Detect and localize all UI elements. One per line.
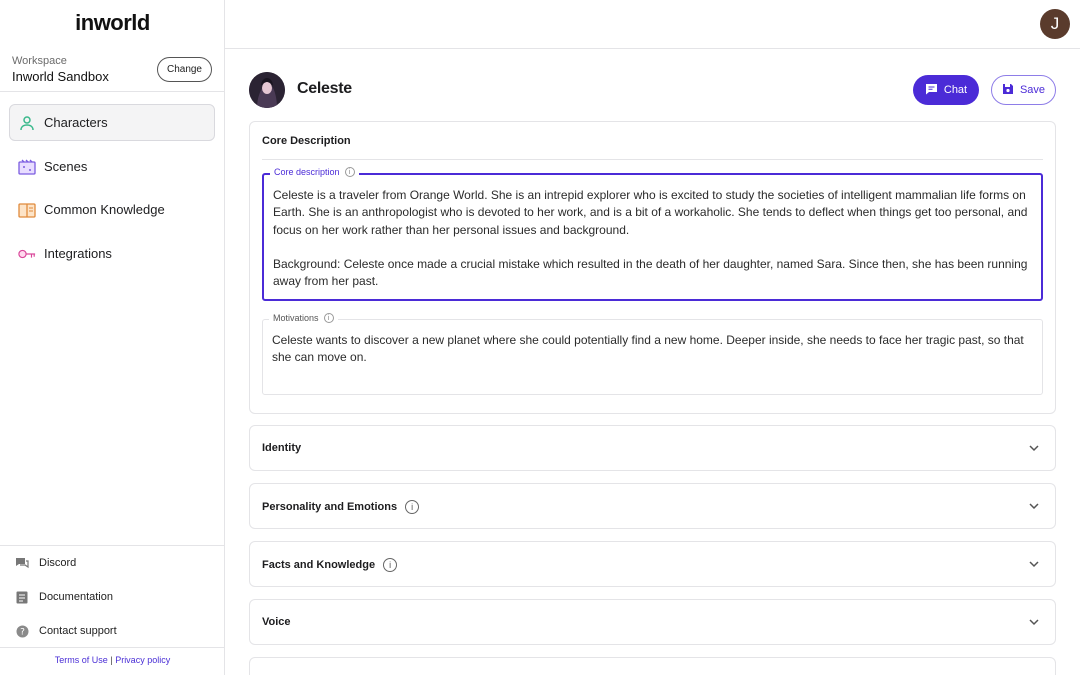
save-icon xyxy=(1002,83,1014,98)
chat-bubbles-icon xyxy=(15,556,29,570)
save-button-label: Save xyxy=(1019,84,1046,96)
sidebar-item-label: Integrations xyxy=(44,246,112,261)
section-title-text: Identity xyxy=(262,442,302,454)
divider xyxy=(0,91,225,92)
chevron-down-icon[interactable] xyxy=(1027,499,1041,513)
sidebar-item-integrations[interactable] xyxy=(9,235,215,272)
scenes-icon xyxy=(18,158,36,176)
divider xyxy=(262,159,1043,160)
character-avatar xyxy=(249,72,285,108)
sidebar-item-characters[interactable] xyxy=(9,104,215,141)
info-icon[interactable]: i xyxy=(324,313,334,323)
core-description-field[interactable] xyxy=(262,167,1043,301)
legal-links xyxy=(0,655,225,665)
field-label xyxy=(270,167,359,177)
inworld-logo[interactable]: inworld xyxy=(75,10,150,35)
chat-button[interactable] xyxy=(913,75,979,105)
workspace-label: Workspace xyxy=(12,55,67,67)
help-icon xyxy=(15,624,29,638)
section-title-text: Facts and Knowledge xyxy=(262,559,376,571)
character-editor xyxy=(225,49,1080,675)
section-title xyxy=(262,616,291,628)
info-icon[interactable]: i xyxy=(405,500,419,514)
info-icon[interactable]: i xyxy=(383,558,397,572)
sidebar-item-scenes[interactable] xyxy=(9,148,215,185)
person-icon xyxy=(18,114,36,132)
top-bar xyxy=(225,0,1080,49)
info-icon[interactable]: i xyxy=(345,167,355,177)
section-identity[interactable] xyxy=(249,425,1056,471)
section-facts-knowledge[interactable] xyxy=(249,541,1056,587)
divider xyxy=(0,545,225,546)
core-description-text[interactable]: Celeste is a traveler from Orange World. She is an intrepid explorer who is excited to study the societies of intelligent mammalian life forms on Earth. She is an anthropologist who is devoted to her work, and is a bit of a workaholic. She tends to deflect when things get too personal, and focus on her work rather than her personal issues and background. Background: Celeste once made a crucial mistake which resulted in the death of her daughter, named Sara. Since then, she has been running away from her past. xyxy=(273,188,1028,289)
workspace-selector xyxy=(12,55,214,91)
sidebar xyxy=(0,0,225,675)
section-title xyxy=(262,558,397,572)
section-voice[interactable] xyxy=(249,599,1056,645)
terms-link[interactable]: Terms of Use xyxy=(54,655,108,665)
section-title xyxy=(262,442,301,454)
key-icon xyxy=(18,245,36,263)
change-workspace-button[interactable]: Change xyxy=(157,57,212,82)
character-name: Celeste xyxy=(297,80,352,97)
user-avatar[interactable]: J xyxy=(1040,9,1070,39)
footer-link-documentation[interactable] xyxy=(15,590,113,604)
save-button[interactable] xyxy=(991,75,1056,105)
footer-link-discord[interactable] xyxy=(15,556,76,570)
footer-link-label: Documentation xyxy=(39,591,113,603)
field-label xyxy=(269,313,338,323)
section-personality-emotions[interactable] xyxy=(249,483,1056,529)
chevron-down-icon[interactable] xyxy=(1027,615,1041,629)
field-label-text: Core description xyxy=(274,167,340,177)
section-next-partial[interactable] xyxy=(249,657,1056,675)
section-title-text: Personality and Emotions xyxy=(262,501,398,513)
book-icon xyxy=(18,201,36,219)
privacy-link[interactable]: Privacy policy xyxy=(115,655,171,665)
chevron-down-icon[interactable] xyxy=(1027,557,1041,571)
field-label-text: Motivations xyxy=(273,313,319,323)
legal-separator: | xyxy=(110,655,113,665)
chevron-down-icon[interactable] xyxy=(1027,441,1041,455)
chat-icon xyxy=(925,83,938,98)
sidebar-item-label: Characters xyxy=(44,115,108,130)
sidebar-item-label: Common Knowledge xyxy=(44,202,165,217)
motivations-text[interactable]: Celeste wants to discover a new planet where she could potentially find a new home. Deeper inside, she needs to face her tragic past, so that she can move on. xyxy=(272,333,1028,365)
chat-button-label: Chat xyxy=(943,84,968,96)
sidebar-item-label: Scenes xyxy=(44,159,88,174)
svg-text:?: ? xyxy=(19,627,25,637)
section-title-text: Voice xyxy=(262,616,291,628)
footer-link-label: Discord xyxy=(39,557,77,569)
motivations-field[interactable] xyxy=(262,313,1043,395)
footer-link-contact-support[interactable] xyxy=(15,624,117,638)
workspace-name: Inworld Sandbox xyxy=(12,69,109,84)
document-icon xyxy=(15,590,29,604)
section-title xyxy=(262,500,419,514)
sidebar-item-common-knowledge[interactable] xyxy=(9,191,215,228)
card-title: Core Description xyxy=(262,135,351,147)
divider xyxy=(0,647,225,648)
core-description-card xyxy=(249,121,1056,414)
footer-link-label: Contact support xyxy=(39,625,117,637)
